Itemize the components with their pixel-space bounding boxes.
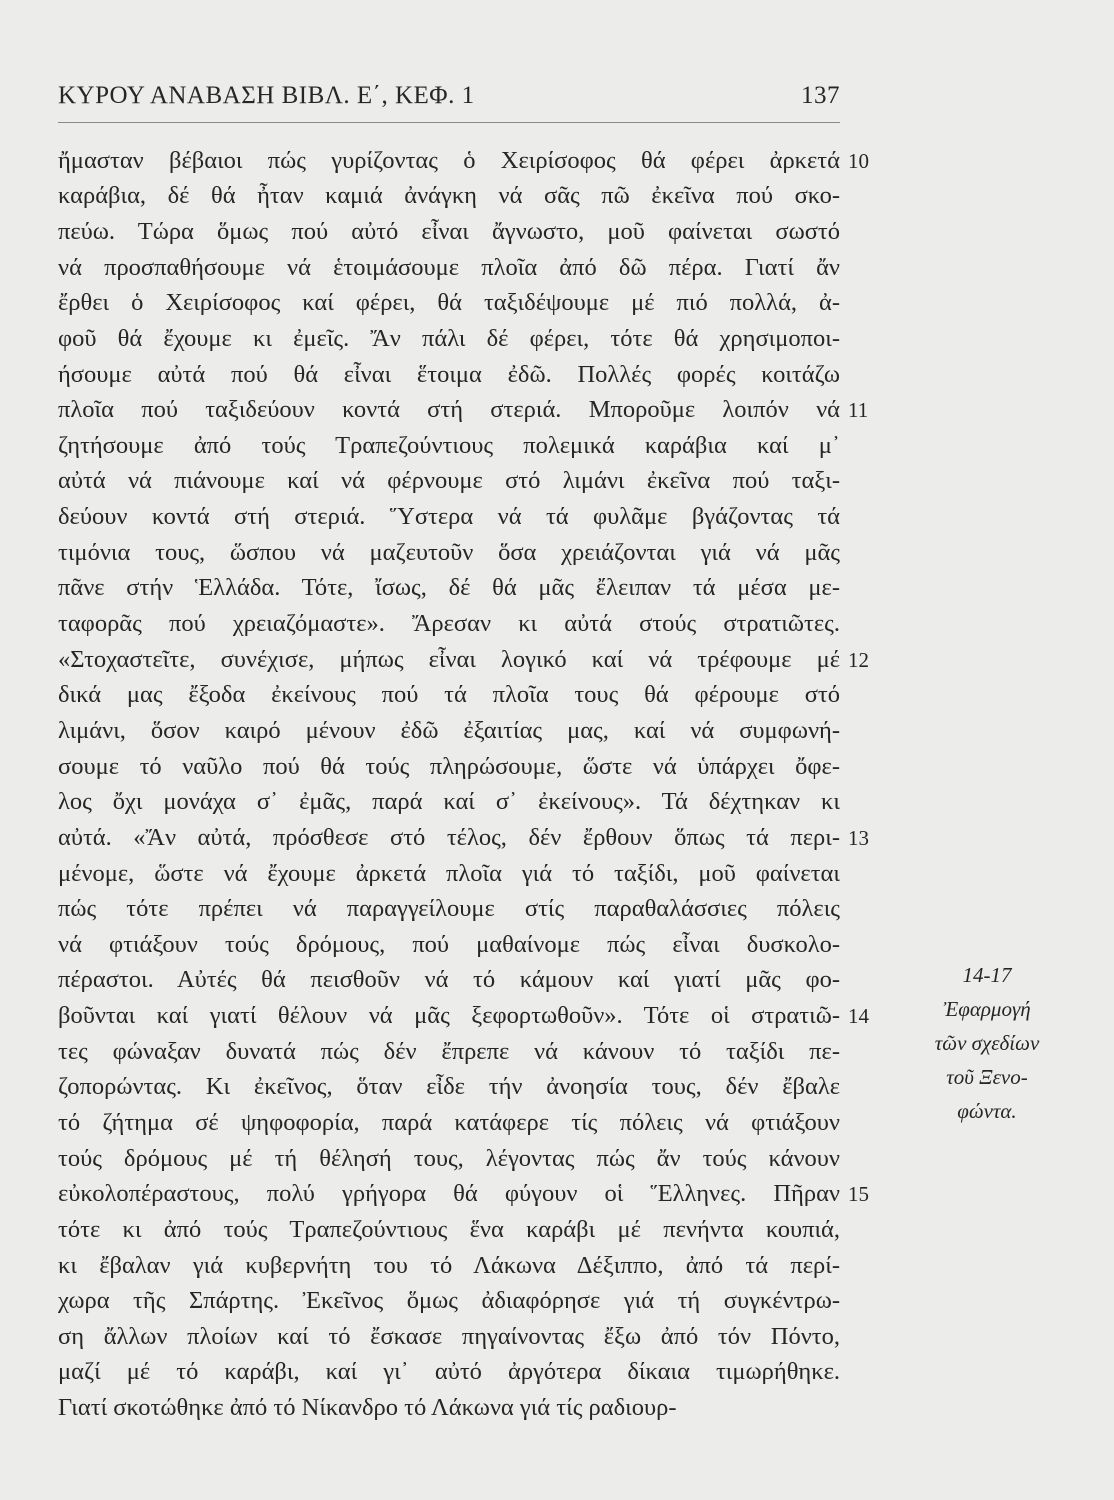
text-line: πᾶνε στήν Ἑλλάδα. Τότε, ἴσως, δέ θά μᾶς ἔλειπαν τά μέσα με- [58,574,840,601]
text-line: χωρα τῆς Σπάρτης. Ἐκεῖνος ὅμως ἀδιαφόρησε γιά τή συγκέντρω- [58,1287,840,1314]
text-line: εὐκολοπέραστους, πολύ γρήγορα θά φύγουν οἱ Ἕλληνες. Πῆραν [58,1180,840,1207]
text-line: ἔρθει ὁ Χειρίσοφος καί φέρει, θά ταξιδέψουμε μέ πιό πολλά, ἀ- [58,289,840,316]
margin-note-line: τοῦ Ξενο- [946,1065,1028,1089]
margin-note-line: φώντα. [957,1099,1017,1123]
text-line: πώς τότε πρέπει νά παραγγείλουμε στίς παραθαλάσσιες πόλεις [58,895,840,922]
text-line: ζοπορώντας. Κι ἐκεῖνος, ὅταν εἶδε τήν ἀνοησία τους, δέν ἔβαλε [58,1073,840,1100]
text-line: φοῦ θά ἔχουμε κι ἐμεῖς. Ἄν πάλι δέ φέρει, τότε θά χρησιμοποι- [58,325,840,352]
text-line: κι ἔβαλαν γιά κυβερνήτη του τό Λάκωνα Δέξιππο, ἀπό τά περί- [58,1252,840,1279]
text-line: ση ἄλλων πλοίων καί τό ἔσκασε πηγαίνοντας ἔξω ἀπό τόν Πόντο, [58,1323,840,1350]
text-line: λος ὄχι μονάχα σ᾽ ἐμᾶς, παρά καί σ᾽ ἐκείνους». Τά δέχτηκαν κι [58,788,840,815]
text-line: αὐτά. «Ἄν αὐτά, πρόσθεσε στό τέλος, δέν ἔρθουν ὅπως τά περι- [58,824,840,851]
text-line: νά προσπαθήσουμε νά ἑτοιμάσουμε πλοῖα ἀπό δῶ πέρα. Γιατί ἄν [58,254,840,281]
section-number: 15 [848,1182,869,1206]
section-number: 12 [848,648,869,672]
header-rule [58,122,840,123]
text-line: τό ζήτημα σέ ψηφοφορία, παρά κατάφερε τίς πόλεις νά φτιάξουν [58,1109,840,1136]
text-line: τιμόνια τους, ὥσπου νά μαζευτοῦν ὅσα χρειάζονται γιά νά μᾶς [58,539,840,566]
section-number: 10 [848,149,869,173]
text-line: δεύουν κοντά στή στεριά. Ὕστερα νά τά φυλᾶμε βγάζοντας τά [58,503,840,530]
text-line: ήσουμε αὐτά πού θά εἶναι ἕτοιμα ἐδῶ. Πολλές φορές κοιτάζω [58,361,840,388]
text-line: αὐτά νά πιάνουμε καί νά φέρνουμε στό λιμάνι ἐκεῖνα πού ταξι- [58,467,840,494]
section-number: 13 [848,826,869,850]
margin-note-line: Ἐφαρμογή [943,997,1031,1021]
section-number: 14 [848,1004,869,1028]
margin-note [912,958,1062,1128]
text-line: καράβια, δέ θά ἦταν καμιά ἀνάγκη νά σᾶς πῶ ἐκεῖνα πού σκο- [58,182,840,209]
text-line: ἤμασταν βέβαιοι πώς γυρίζοντας ὁ Χειρίσοφος θά φέρει ἀρκετά [58,147,840,174]
margin-note-range: 14-17 [962,963,1012,987]
text-line: τούς δρόμους μέ τή θέλησή τους, λέγοντας πώς ἄν τούς κάνουν [58,1145,840,1172]
text-line: τες φώναξαν δυνατά πώς δέν ἔπρεπε νά κάνουν τό ταξίδι πε- [58,1038,840,1065]
text-line: Γιατί σκοτώθηκε ἀπό τό Νίκανδρο τό Λάκωνα γιά τίς ραδιουρ- [58,1394,677,1421]
margin-note-line: τῶν σχεδίων [934,1031,1040,1055]
text-line: πεύω. Τώρα ὅμως πού αὐτό εἶναι ἄγνωστο, μοῦ φαίνεται σωστό [58,218,840,245]
text-line: «Στοχαστεῖτε, συνέχισε, μήπως εἶναι λογικό καί νά τρέφουμε μέ [58,646,840,673]
section-number: 11 [848,398,869,422]
text-line: μαζί μέ τό καράβι, καί γι᾽ αὐτό ἀργότερα δίκαια τιμωρήθηκε. [58,1358,840,1385]
text-line: λιμάνι, ὅσον καιρό μένουν ἐδῶ ἐξαιτίας μας, καί νά συμφωνή- [58,717,840,744]
text-line: πλοῖα πού ταξιδεύουν κοντά στή στεριά. Μποροῦμε λοιπόν νά [58,396,840,423]
text-line: μένομε, ὥστε νά ἔχουμε ἀρκετά πλοῖα γιά τό ταξίδι, μοῦ φαίνεται [58,860,840,887]
text-line: τότε κι ἀπό τούς Τραπεζούντιους ἕνα καράβι μέ πενήντα κουπιά, [58,1216,840,1243]
text-line: πέραστοι. Αὐτές θά πεισθοῦν νά τό κάμουν καί γιατί μᾶς φο- [58,966,840,993]
text-line: ζητήσουμε ἀπό τούς Τραπεζούντιους πολεμικά καράβια καί μ᾽ [58,432,840,459]
text-line: ταφορᾶς πού χρειαζόμαστε». Ἄρεσαν κι αὐτά στούς στρατιῶτες. [58,610,840,637]
running-title: ΚΥΡΟΥ ΑΝΑΒΑΣΗ ΒΙΒΛ. Ε΄, ΚΕΦ. 1 [58,82,475,109]
text-line: νά φτιάξουν τούς δρόμους, πού μαθαίνομε πώς εἶναι δυσκολο- [58,931,840,958]
text-line: σουμε τό ναῦλο πού θά τούς πληρώσουμε, ὥστε νά ὑπάρχει ὄφε- [58,753,840,780]
text-line: βοῦνται καί γιατί θέλουν νά μᾶς ξεφορτωθοῦν». Τότε οἱ στρατιῶ- [58,1002,840,1029]
text-line: δικά μας ἔξοδα ἐκείνους πού τά πλοῖα τους θά φέρουμε στό [58,681,840,708]
page-number: 137 [801,82,840,109]
running-header [58,82,840,110]
